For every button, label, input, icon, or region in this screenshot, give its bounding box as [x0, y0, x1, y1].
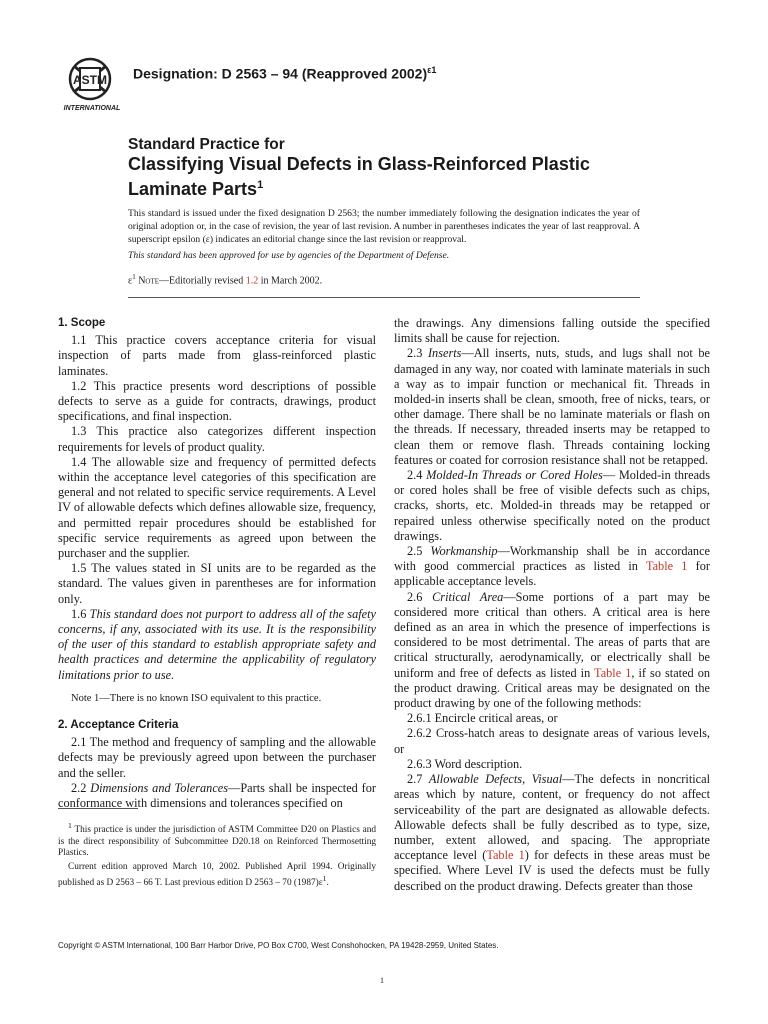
footnote-edition — [58, 862, 376, 890]
footnote-1 — [58, 820, 376, 860]
para-2-5-number: 2.5 — [407, 544, 431, 559]
svg-text:INTERNATIONAL: INTERNATIONAL — [63, 105, 121, 112]
left-column — [58, 316, 376, 811]
title-line-3-text: Laminate Parts — [128, 179, 258, 199]
para-2-6-term: Critical Area — [432, 589, 504, 604]
para-1-6-text: This standard does not purport to address all of the safety concerns, if any, associated with its use. It is the responsibility of the user of this standard to establish appropriate safety and health practices and determine the applicability of regulatory limitations prior to use. — [58, 606, 376, 682]
dod-approval-statement: This standard has been approved for use by agencies of the Department of Defense. — [128, 250, 450, 261]
para-2-3-term: Inserts — [427, 346, 462, 361]
para-1-6-number: 1.6 — [71, 606, 90, 621]
para-2-5-text-end: for applicable acceptance levels. — [394, 559, 710, 589]
footnote-edition-sup: 1 — [322, 874, 327, 884]
section-2-heading: 2. Acceptance Criteria — [58, 719, 179, 732]
para-2-6-text-end: , if so stated on the product drawing. Critical areas may be designated on the product drawing by one of the following methods: — [394, 665, 711, 711]
para-2-4-text: — Molded-in threads or cored holes shall be free of visible defects such as chips, cracks, shorts, etc. Molded-in threads may be retapped or repaired unless otherwise specifically noted on the product drawings. — [394, 468, 710, 543]
header-divider — [128, 297, 640, 298]
table-1-link[interactable]: Table 1 — [486, 848, 525, 863]
footnote-edition-text: Current edition approved March 10, 2002. Published April 1994. Originally published as D 2563 – 66 T. Last previous edition D 2563 – 70 (1987)ε — [58, 861, 376, 889]
designation — [133, 65, 436, 82]
right-column — [394, 316, 710, 894]
page-number: 1 — [380, 976, 384, 985]
para-2-7-text-end: ) for defects in these areas must be specified. Where Level IV is used the defects must be fully described on the product drawing. Defects greater than those — [394, 848, 711, 893]
editorial-note-epsilon: ε — [128, 275, 133, 287]
para-2-2-text: —Parts shall be inspected for conformance with dimensions and tolerances specified on — [58, 780, 377, 811]
designation-text: Designation: D 2563 – 94 (Reapproved 2002) — [133, 65, 428, 82]
para-2-6-number: 2.6 — [407, 589, 433, 604]
editorial-note-text: —Editorially revised — [159, 275, 246, 287]
para-2-2-term: Dimensions and Tolerances — [90, 780, 229, 795]
para-1-2: 1.2 This practice presents word descriptions of possible defects to serve as a guide for contracts, drawings, product specifications, and final inspection. — [58, 378, 376, 424]
para-2-5-term: Workmanship — [430, 544, 498, 559]
para-2-7 — [394, 772, 710, 894]
issued-statement: This standard is issued under the fixed designation D 2563; the number immediately following the designation indicates the year of original adoption or, in the case of revision, the year of last revision. A number in parentheses indicates the year of last reapproval. A superscript epsilon (ε) indicates an editorial change since the last revision or reapproval. — [128, 208, 640, 245]
para-2-7-term: Allowable Defects, Visual — [428, 772, 563, 787]
title-superscript: 1 — [257, 179, 264, 191]
para-1-4: 1.4 The allowable size and frequency of permitted defects within the acceptance level categories of this specification are general and not related to specific service requirements. A Level IV of allowable defects which defines allowable size, frequency, and permitted repair procedures should be established for specific service requirements as agreed upon between the purchaser and the supplier. — [58, 454, 376, 561]
designation-superscript: ε1 — [427, 65, 437, 75]
title-line-1: Standard Practice for — [128, 136, 285, 153]
title-line-2: Classifying Visual Defects in Glass-Reinforced Plastic — [128, 154, 590, 174]
editorial-note-link[interactable]: 1.2 — [245, 275, 259, 287]
para-2-4-term: Molded-In Threads or Cored Holes — [426, 468, 603, 483]
para-2-7-number: 2.7 — [407, 772, 429, 787]
para-2-6-3: 2.6.3 Word description. — [407, 756, 523, 771]
table-1-link[interactable]: Table 1 — [645, 559, 688, 574]
title-line-3 — [128, 175, 688, 200]
para-2-6-2: 2.6.2 Cross-hatch areas to designate areas of various levels, or — [394, 726, 710, 756]
astm-logo-icon — [60, 52, 124, 116]
para-2-3 — [394, 346, 710, 468]
para-2-3-text: —All inserts, nuts, studs, and lugs shall not be damaged in any way, nor coated with laminate materials in such a way as to impair function or mechanical fit. Threads in molded-in inserts shall be clean, smooth, free of nicks, tears, or other damage. There shall be no laminate materials or flash on the threads. If necessary, threaded inserts may be retapped to clean them or remove flash. Threads containing locking features or coated for corrosion resistance shall not be retapped. — [394, 346, 710, 467]
para-2-7-text: —The defects in noncritical areas which by nature, content, or frequency do not affect serviceability of the part are designated as allowable defects. Allowable defects shall be fully described as to type, size, number, extent allowed, and spacing. The appropriate acceptance level ( — [394, 772, 710, 863]
footnote-divider — [58, 808, 138, 809]
para-2-6-1: 2.6.1 Encircle critical areas, or — [407, 711, 558, 726]
note-1: Note 1—There is no known ISO equivalent to this practice. — [71, 692, 322, 704]
copyright-notice: Copyright © ASTM International, 100 Barr Harbor Drive, PO Box C700, West Conshohocken, PA 19428-2959, United States. — [58, 941, 499, 950]
footnote-1-text: This practice is under the jurisdiction of ASTM Committee D20 on Plastics and is the direct responsibility of Subcommittee D20.18 on Reinforced Thermosetting Plastics. — [58, 825, 376, 859]
para-1-3: 1.3 This practice also categorizes different inspection requirements for levels of product quality. — [58, 424, 376, 454]
para-2-6 — [394, 590, 710, 712]
section-1-heading: 1. Scope — [58, 317, 106, 329]
para-2-2-continued: the drawings. Any dimensions falling outside the specified limits shall be cause for rejection. — [394, 316, 710, 346]
para-2-5-text: —Workmanship shall be in accordance with good commercial practices as listed in — [394, 544, 710, 574]
para-2-1: 2.1 The method and frequency of sampling and the allowable defects may be previously agreed upon between the purchaser and the seller. — [58, 735, 376, 780]
footnotes — [58, 820, 376, 892]
editorial-note-text-end: in March 2002. — [258, 275, 323, 287]
para-2-2 — [58, 781, 376, 811]
para-2-5 — [394, 544, 710, 590]
document-title — [128, 136, 688, 200]
para-2-4 — [394, 468, 710, 544]
astm-logo — [60, 52, 124, 116]
para-1-1: 1.1 This practice covers acceptance criteria for visual inspection of parts made from glass-reinforced plastic laminates. — [58, 333, 376, 378]
para-2-6-text: —Some portions of a part may be considered more critical than others. A critical area is here defined as an area in which the presence of imperfections is considered to be most detrimental. The areas of parts that are critical structurally, aerodynamically, or electrically shall be uniform and free of defects as listed in — [394, 589, 710, 680]
svg-text:ASTM: ASTM — [73, 73, 107, 87]
footnote-1-marker: 1 — [68, 821, 72, 830]
footnote-edition-end: . — [326, 878, 329, 889]
para-2-3-number: 2.3 — [407, 346, 428, 361]
para-1-5: 1.5 The values stated in SI units are to be regarded as the standard. The values given in parentheses are for information only. — [58, 561, 376, 606]
editorial-note-sup: 1 — [132, 273, 136, 281]
table-1-link[interactable]: Table 1 — [594, 665, 632, 680]
para-2-4-number: 2.4 — [407, 468, 427, 483]
editorial-note-label: Note — [138, 275, 160, 287]
editorial-note — [128, 273, 640, 286]
para-1-6 — [58, 607, 376, 683]
para-2-2-number: 2.2 — [71, 780, 91, 795]
